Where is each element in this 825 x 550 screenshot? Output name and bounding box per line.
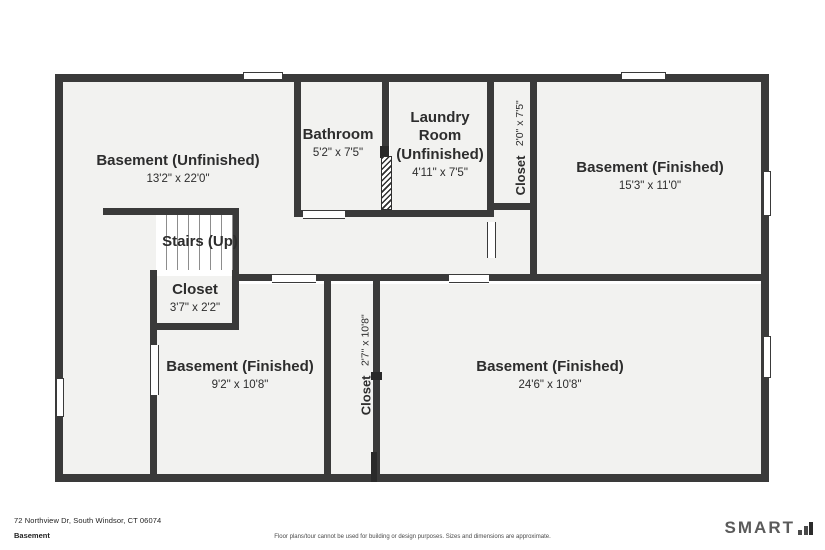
footer-level: Basement [14, 531, 50, 540]
room-name: Stairs (Up) [162, 233, 238, 250]
room-label-basement-finished-lower-right [425, 358, 675, 392]
wall-closet-lower-left [324, 278, 331, 482]
room-label-closet-lower [316, 314, 394, 416]
room-name: Bathroom [302, 126, 374, 143]
room-dims: 24'6" x 10'8" [518, 379, 582, 392]
room-name: Basement (Finished) [476, 358, 624, 375]
window-right-lower [763, 336, 771, 378]
room-name-line3: (Unfinished) [396, 145, 484, 163]
room-label-bathroom [288, 126, 388, 160]
room-name: Closet [172, 281, 218, 298]
window-top-left [243, 72, 283, 80]
doorway-closet-upper [487, 222, 496, 258]
room-label-closet-small [135, 281, 255, 315]
room-label-closet-upper [473, 100, 551, 196]
room-name-line1: Laundry [410, 109, 470, 126]
room-label-stairs [140, 233, 260, 251]
room-name: Basement (Finished) [576, 159, 724, 176]
room-fill-hall [456, 207, 537, 274]
room-dims: 2'0" x 7'5" [514, 100, 527, 147]
room-dims: 4'11" x 7'5" [412, 166, 468, 179]
wall-closet-small-bottom [150, 323, 239, 330]
room-dims: 9'2" x 10'8" [211, 379, 269, 392]
doorway-bathroom [303, 210, 345, 219]
room-name: Basement (Finished) [166, 358, 314, 375]
brand-logo [725, 519, 813, 536]
doorway-hall-left [272, 274, 316, 283]
wall-closet-upper-bottom [487, 203, 537, 210]
lower-right-wall-break [371, 452, 377, 482]
room-name: Closet [358, 375, 374, 416]
room-dims: 15'3" x 11'0" [618, 180, 682, 193]
wall-mid-upper-left [103, 208, 239, 215]
room-name: Basement (Unfinished) [96, 152, 260, 169]
room-label-basement-unfinished [58, 152, 298, 186]
room-dims: 3'7" x 2'2" [169, 302, 221, 315]
room-dims: 2'7" x 10'8" [360, 314, 373, 367]
room-name-line2: Room [418, 127, 462, 145]
room-label-basement-finished-lower-left [156, 358, 324, 392]
brand-wordmark: SMART [724, 518, 795, 537]
exterior-wall-left [55, 74, 63, 482]
room-fill-basement-unfinished [61, 80, 294, 211]
room-dims: 13'2" x 22'0" [146, 173, 210, 186]
doorway-hall-right [449, 274, 489, 283]
exterior-wall-bottom [55, 474, 769, 482]
room-dims: 5'2" x 7'5" [312, 147, 364, 160]
room-fill-left-lower [61, 211, 156, 482]
room-label-basement-finished-upper-right [530, 159, 770, 193]
room-name: Closet [512, 155, 528, 196]
window-left-lower [56, 378, 64, 417]
room-fill-hall2 [236, 211, 460, 274]
window-top-right [621, 72, 666, 80]
footer-address: 72 Northview Dr, South Windsor, CT 06074 [14, 516, 162, 525]
brand-bars-icon [798, 522, 813, 536]
footer-disclaimer: Floor plans/tour cannot be used for building or design purposes. Sizes and dimensions are approximate. [274, 534, 551, 540]
wall-laundry-bottom [382, 210, 488, 217]
